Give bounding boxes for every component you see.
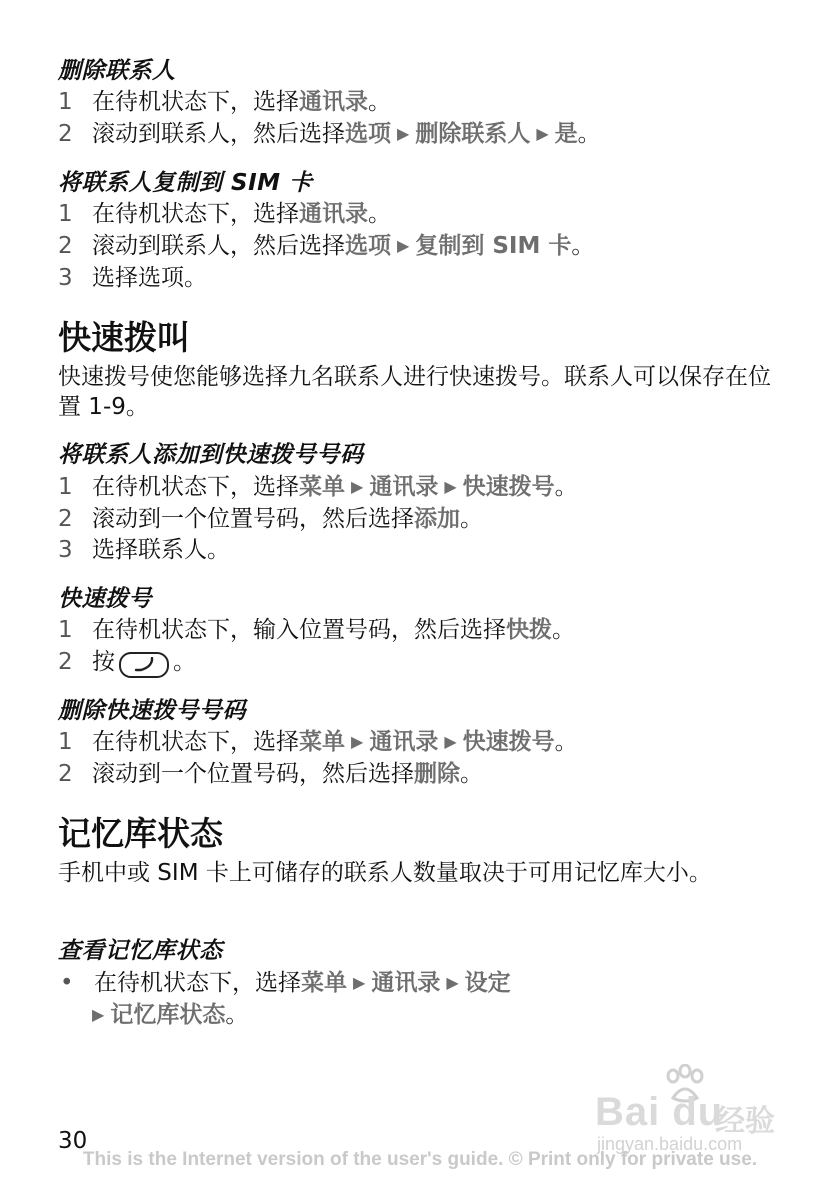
menu-term: 菜单 [299,729,345,755]
menu-term: 添加 [414,506,460,532]
page-number: 30 [58,1128,88,1154]
subheading-copy-to-sim: 将联系人复制到 SIM 卡 [58,170,313,196]
subheading-add-speed-dial: 将联系人添加到快速拨号号码 [58,442,364,468]
step-row: 1 在待机状态下，选择菜单 ▶ 通讯录 ▶ 快速拨号。 [58,474,578,500]
heading-speed-dial: 快速拨叫 [58,318,190,357]
menu-term: 快速拨号 [462,474,555,500]
step-row: 3 选择联系人。 [58,537,230,563]
step-row: 1 在待机状态下，输入位置号码，然后选择快拨。 [58,617,575,643]
menu-term: 选项 [345,121,391,147]
baidu-watermark [585,1060,795,1160]
arrow-right-icon: ▶ [92,1005,105,1024]
menu-term: 删除 [414,761,460,787]
watermark-logo-cn: 经验 [715,1104,775,1139]
subheading-speed-dial: 快速拨号 [58,586,152,612]
menu-term: 通讯录 [299,89,368,115]
arrow-right-icon: ▶ [444,732,457,751]
subheading-delete-speed-dial: 删除快速拨号号码 [58,698,246,724]
step-row: 2 滚动到一个位置号码，然后选择删除。 [58,761,483,787]
memory-status-description: 手机中或 SIM 卡上可储存的联系人数量取决于可用记忆库大小。 [58,860,712,886]
step-row: 1 在待机状态下，选择通讯录。 [58,201,391,227]
heading-memory-status: 记忆库状态 [58,814,223,853]
arrow-right-icon: ▶ [446,973,459,992]
arrow-right-icon: ▶ [353,973,366,992]
menu-term: 删除联系人 [415,121,531,147]
call-key-icon [119,652,169,678]
speed-dial-description: 快速拨号使您能够选择九名联系人进行快速拨号。联系人可以保存在位置 1-9。 [58,364,771,420]
menu-term: 复制到 SIM 卡 [415,233,572,259]
step-row: 2 按 。 [58,647,196,677]
bullet-icon: • [60,970,74,996]
menu-term: 通讯录 [371,970,441,996]
arrow-right-icon: ▶ [444,477,457,496]
menu-term: 通讯录 [299,201,368,227]
step-row: 1 在待机状态下，选择菜单 ▶ 通讯录 ▶ 快速拨号。 [58,729,578,755]
menu-term: 通讯录 [369,729,439,755]
watermark-logo: Bai du [595,1090,724,1134]
subheading-view-memory-status: 查看记忆库状态 [58,938,223,964]
arrow-right-icon: ▶ [397,236,410,255]
menu-term: 快拨 [506,617,552,643]
arrow-right-icon: ▶ [397,124,410,143]
menu-term: 是 [554,121,578,147]
menu-term: 记忆库状态 [110,1002,226,1028]
arrow-right-icon: ▶ [351,477,364,496]
menu-term: 选项 [345,233,391,259]
step-row: 3 选择选项。 [58,265,207,291]
menu-term: 快速拨号 [462,729,555,755]
subheading-delete-contact: 删除联系人 [58,58,176,84]
step-row: 2 滚动到联系人，然后选择选项 ▶ 复制到 SIM 卡。 [58,233,595,259]
menu-term: 通讯录 [369,474,439,500]
step-row: ▶ 记忆库状态。 [92,1002,249,1028]
arrow-right-icon: ▶ [536,124,549,143]
arrow-right-icon: ▶ [351,732,364,751]
menu-term: 菜单 [299,474,345,500]
menu-term: 菜单 [301,970,347,996]
step-row: 2 滚动到联系人，然后选择选项 ▶ 删除联系人 ▶ 是。 [58,121,601,147]
step-row: 2 滚动到一个位置号码，然后选择添加。 [58,506,483,532]
menu-term: 设定 [464,970,511,996]
footer-notice: This is the Internet version of the user's guide. © Print only for private use. [82,1149,758,1170]
step-row: • 在待机状态下，选择菜单 ▶ 通讯录 ▶ 设定 [60,970,511,996]
watermark-url: jingyan.baidu.com [597,1134,743,1154]
step-row: 1 在待机状态下，选择通讯录。 [58,89,391,115]
